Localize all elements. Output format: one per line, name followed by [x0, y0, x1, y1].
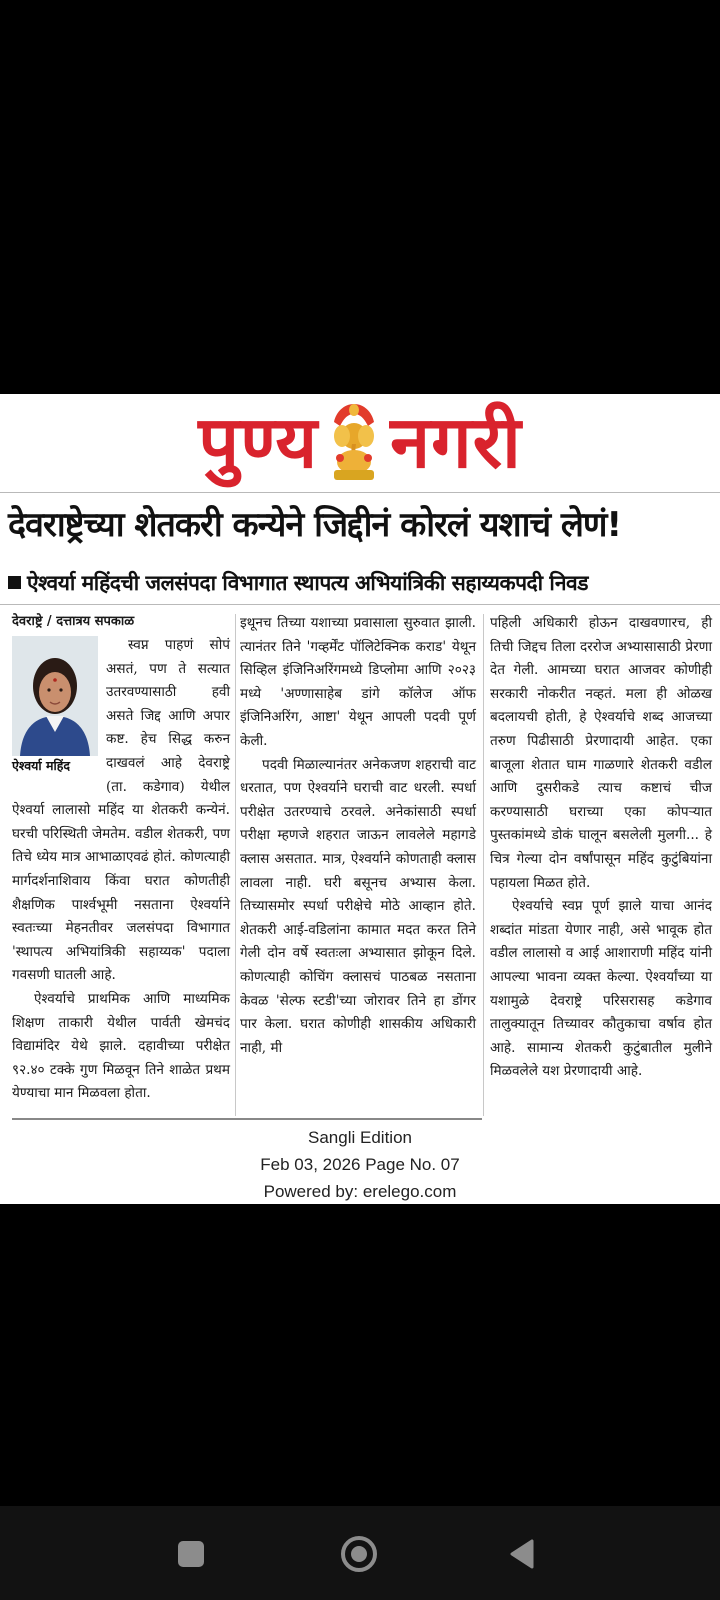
article-paragraph: इथूनच तिच्या यशाच्या प्रवासाला सुरुवात झाली. त्यानंतर तिने 'गव्हर्मेंट पॉलिटेक्निक कराड' येथून सिव्हिल इंजिनिअरिंगमध्ये डिप्लोमा आणि २०२३ मध्ये 'अण्णासाहेब डांगे कॉलेज ऑफ इंजिनिअरिंग, आष्टा' येथून आपली पदवी पूर्ण केली. [240, 615, 476, 749]
subheadline [8, 569, 712, 597]
subheadline-text: ऐश्वर्या महिंदची जलसंपदा विभागात स्थापत्य अभियांत्रिकी सहाय्यकपदी निवड [27, 571, 588, 595]
masthead-divider [0, 492, 720, 493]
home-circle-icon[interactable] [339, 1534, 379, 1574]
masthead-right-word: नगरी [390, 400, 522, 484]
ganesh-logo-icon [324, 400, 384, 484]
column-divider [235, 614, 236, 1116]
article-paragraph: ऐश्वर्याचे स्वप्न पूर्ण झाले याचा आनंद शब्दांत मांडता येणार नाही, असे भावूक होत वडील लालासो व आई आशाराणी महिंद यांनी आपल्या भावना व्यक्त केल्या. ऐश्वर्यांच्या या यशामुळे देवराष्ट्रे परिसरासह कडेगाव तालुक्यातून तिच्यावर कौतुकाचा वर्षाव होत आहे. सामान्य शेतकरी कुटुंबातील मुलीने मिळवलेले यश प्रेरणादायी आहे. [490, 898, 712, 1080]
column-divider [483, 614, 484, 1116]
article-paragraph: ऐश्वर्याचे प्राथमिक आणि माध्यमिक शिक्षण ताकारी येथील पार्वती खेमचंद विद्यामंदिर येथे झाले. दहावीच्या परीक्षेत ९२.४० टक्के गुण मिळवून तिने शाळेत प्रथम येण्याचा मान मिळवला होता. [12, 990, 230, 1102]
article-column-3 [490, 612, 712, 1084]
reporter-photo [12, 636, 98, 778]
powered-by-label: Powered by: erelego.com [263, 1182, 457, 1201]
subhead-divider [0, 604, 720, 605]
article-column-1 [12, 612, 230, 1106]
bullet-square-icon [8, 576, 21, 589]
photo-caption: ऐश्वर्या महिंद [12, 758, 71, 774]
date-page-label: Feb 03, 2026 Page No. 07 [260, 1155, 460, 1174]
article-column-2 [240, 612, 476, 1060]
back-triangle-icon[interactable] [508, 1538, 536, 1570]
edition-label: Sangli Edition [308, 1128, 412, 1147]
recents-square-icon[interactable] [176, 1539, 206, 1569]
masthead [0, 394, 720, 490]
article-paragraph: स्वप्न पाहणं सोपं असतं, पण ते सत्यात उतरवण्यासाठी हवी असते जिद्द आणि अपार कष्ट. हेच सिद्ध करुन दाखवलं आहे देवराष्ट्रे (ता. कडेगाव) येथील ऐश्वर्या लालासो महिंद या शेतकरी कन्येनं. घरची परिस्थिती जेमतेम. वडील शेतकरी, पण तिचे ध्येय मात्र आभाळाएवढं होतं. कोणत्याही मार्गदर्शनाशिवाय किंवा घरात कोणतीही शैक्षणिक पार्श्वभूमी नसताना ऐश्वर्याने स्वतःच्या मेहनतीवर जलसंपदा विभागात 'स्थापत्य अभियांत्रिकी सहाय्यक' पदाला गवसणी घातली आहे. [12, 637, 230, 984]
byline: देवराष्ट्रे / दत्तात्रय सपकाळ [12, 614, 135, 629]
newspaper-clipping [0, 394, 720, 1204]
system-navigation-bar [0, 1506, 720, 1600]
masthead-left-word: पुण्य [198, 400, 319, 484]
article-paragraph: पहिली अधिकारी होऊन दाखवणारच, ही तिची जिद्दच तिला दररोज अभ्यासासाठी प्रेरणा देत गेली. आमच्या घरात आजवर कोणीही सरकारी नोकरीत नव्हतं. मला ही ओळख बदलायची होती, हे ऐश्वर्याचे शब्द आजच्या तरुण पिढीसाठी प्रेरणादायी आहेत. एका बाजूला शेतात घाम गाळणारे शेतकरी वडील आणि दुसरीकडे त्याच कष्टाचं चीज करण्यासाठी घराच्या एका कोपऱ्यात पुस्तकांमध्ये डोकं घालून बसलेली मुलगी... हे चित्र गेल्या दोन वर्षांपासून महिंद कुटुंबियांना पहायला मिळत होते. [490, 615, 712, 891]
portrait-image-icon [12, 636, 98, 756]
headline: देवराष्ट्रेच्या शेतकरी कन्येने जिद्दीनं कोरलं यशाचं लेणं! [8, 505, 622, 545]
article-end-rule [12, 1118, 482, 1120]
article-paragraph: पदवी मिळाल्यानंतर अनेकजण शहराची वाट धरतात, पण ऐश्वर्याने घराची वाट धरली. स्पर्धा परीक्षेत उतरण्याचे ठरवले. अनेकांसाठी स्पर्धा परीक्षा म्हणजे शहरात जाऊन लावलेले महागडे क्लास असतात. मात्र, ऐश्वर्याने कोणताही क्लास लावला नाही. घरी बसूनच अभ्यास केला. तिच्यासमोर स्पर्धा परीक्षेचे मोठे आव्हान होते. शेतकरी आई-वडिलांना कामात मदत करत तिने गेली दोन वर्षे स्वतःला अभ्यासात झोकून दिले. कोणत्याही कोचिंग क्लासचं पाठबळ नसताना केवळ 'सेल्फ स्टडी'च्या जोरावर तिने हा डोंगर पार केला. घरात कोणीही शासकीय अधिकारी नाही, मी [240, 756, 476, 1056]
